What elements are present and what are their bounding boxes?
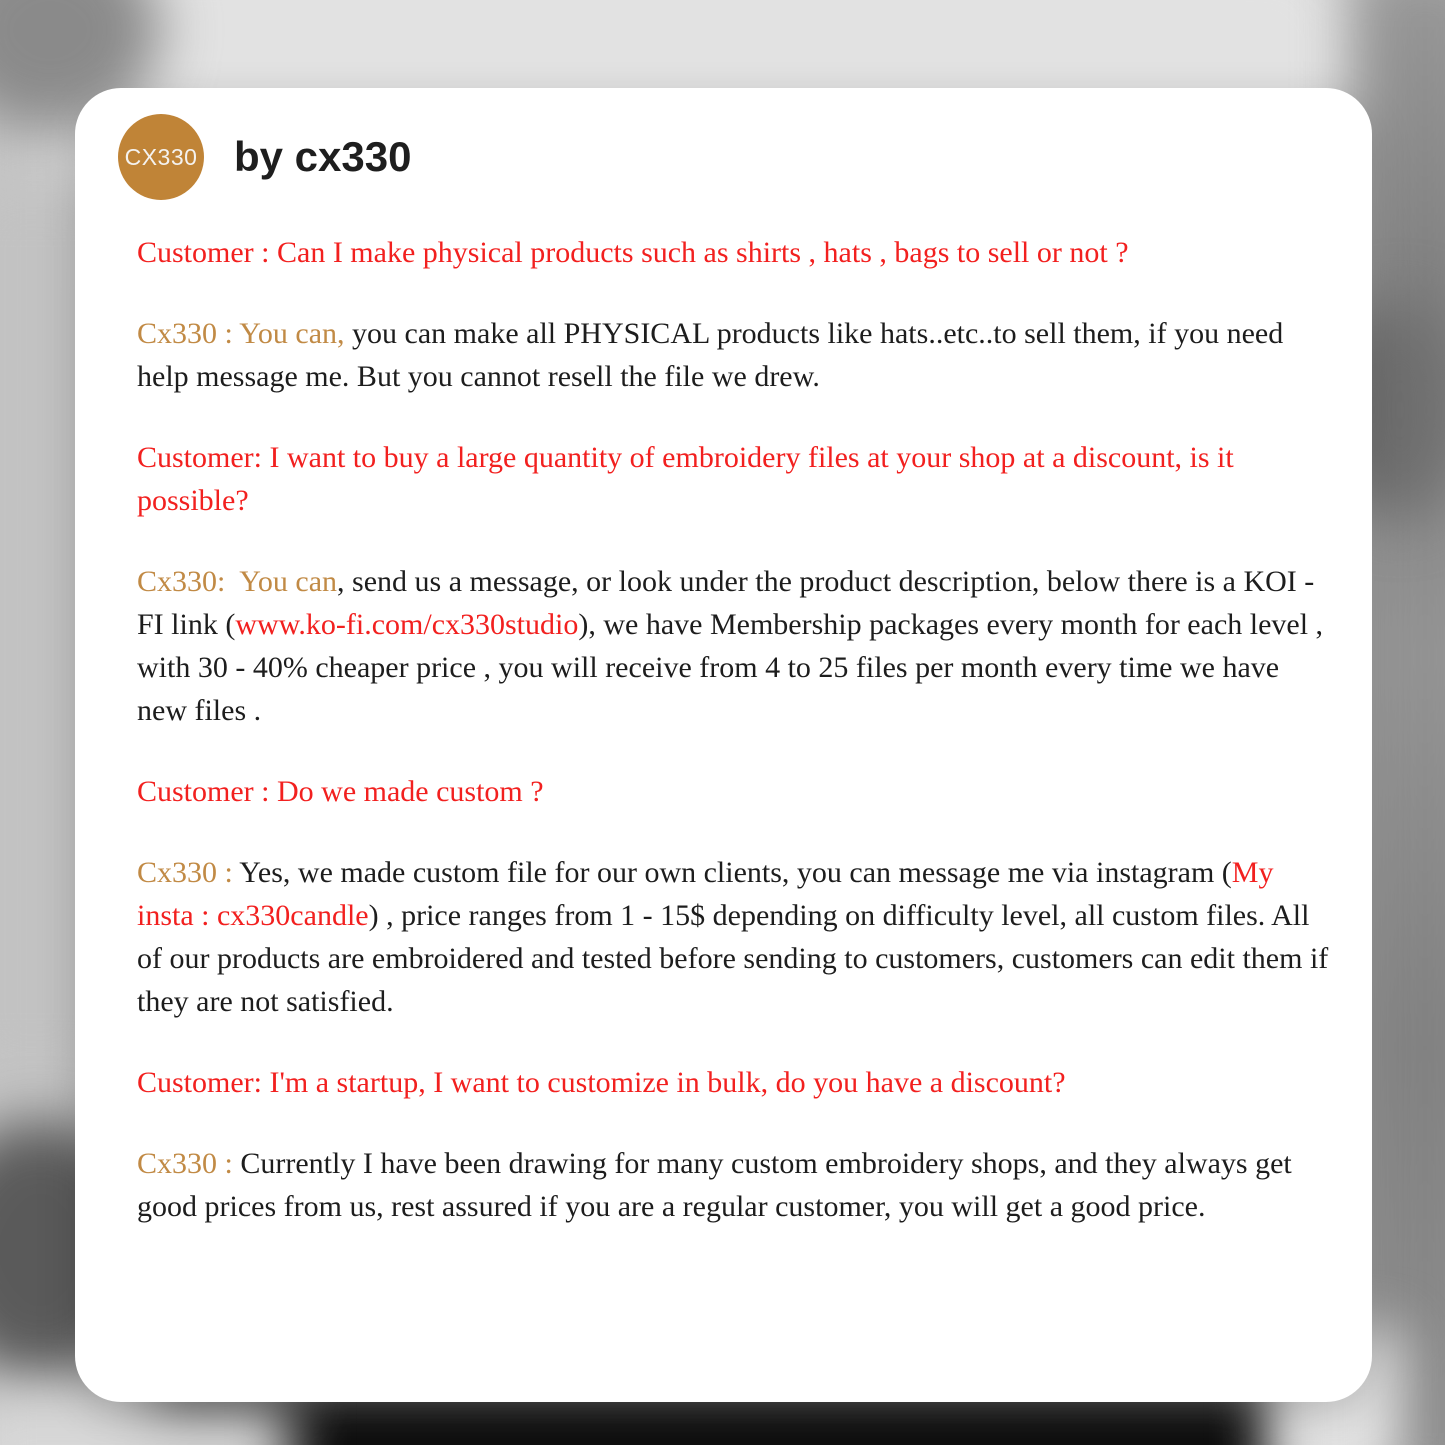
kofi-link[interactable]: www.ko-fi.com/cx330studio bbox=[235, 608, 579, 641]
answer-1-speaker: Cx330 : You can, bbox=[137, 317, 345, 350]
qa-content bbox=[137, 231, 1332, 1266]
faq-card bbox=[75, 88, 1372, 1402]
question-1 bbox=[137, 231, 1332, 274]
background-blur-bottom-left bbox=[0, 1400, 290, 1445]
answer-2-text-a: , send us a message, or look under the product description, below there is a KOI - FI link ( bbox=[137, 565, 1315, 641]
question-3 bbox=[137, 770, 1332, 813]
question-2 bbox=[137, 436, 1332, 522]
question-1-text: Customer : Can I make physical products such as shirts , hats , bags to sell or not ? bbox=[137, 236, 1129, 269]
answer-1 bbox=[137, 312, 1332, 398]
answer-3-text-a: Yes, we made custom file for our own clients, you can message me via instagram ( bbox=[232, 856, 1232, 889]
answer-3-text-b: ) , price ranges from 1 - 15$ depending on difficulty level, all custom files. All of our products are embroidered and tested before sending to customers, customers can edit them if they are not satisfied. bbox=[137, 899, 1329, 1018]
question-3-text: Customer : Do we made custom ? bbox=[137, 775, 544, 808]
card-header bbox=[118, 114, 411, 200]
answer-2 bbox=[137, 560, 1332, 732]
avatar-label: CX330 bbox=[124, 143, 198, 170]
instagram-handle: My insta : cx330candle bbox=[137, 856, 1274, 932]
answer-3-speaker: Cx330 : bbox=[137, 856, 233, 889]
answer-4-text: Currently I have been drawing for many custom embroidery shops, and they always get good prices from us, rest assured if you are a regular customer, you will get a good price. bbox=[137, 1147, 1292, 1223]
question-4-text: Customer: I'm a startup, I want to customize in bulk, do you have a discount? bbox=[137, 1066, 1066, 1099]
question-4 bbox=[137, 1061, 1332, 1104]
avatar bbox=[118, 114, 204, 200]
answer-3 bbox=[137, 851, 1332, 1023]
answer-1-text: you can make all PHYSICAL products like hats..etc..to sell them, if you need help message me. But you cannot resell the file we drew. bbox=[137, 317, 1284, 393]
byline-title: by cx330 bbox=[234, 133, 412, 180]
question-2-text: Customer: I want to buy a large quantity of embroidery files at your shop at a discount, is it possible? bbox=[137, 441, 1234, 517]
answer-4 bbox=[137, 1142, 1332, 1228]
answer-2-text-b: ), we have Membership packages every month for each level , with 30 - 40% cheaper price , you will receive from 4 to 25 files per month every time we have new files . bbox=[137, 608, 1324, 727]
answer-2-speaker: Cx330: You can bbox=[137, 565, 338, 598]
answer-4-speaker: Cx330 : bbox=[137, 1147, 233, 1180]
